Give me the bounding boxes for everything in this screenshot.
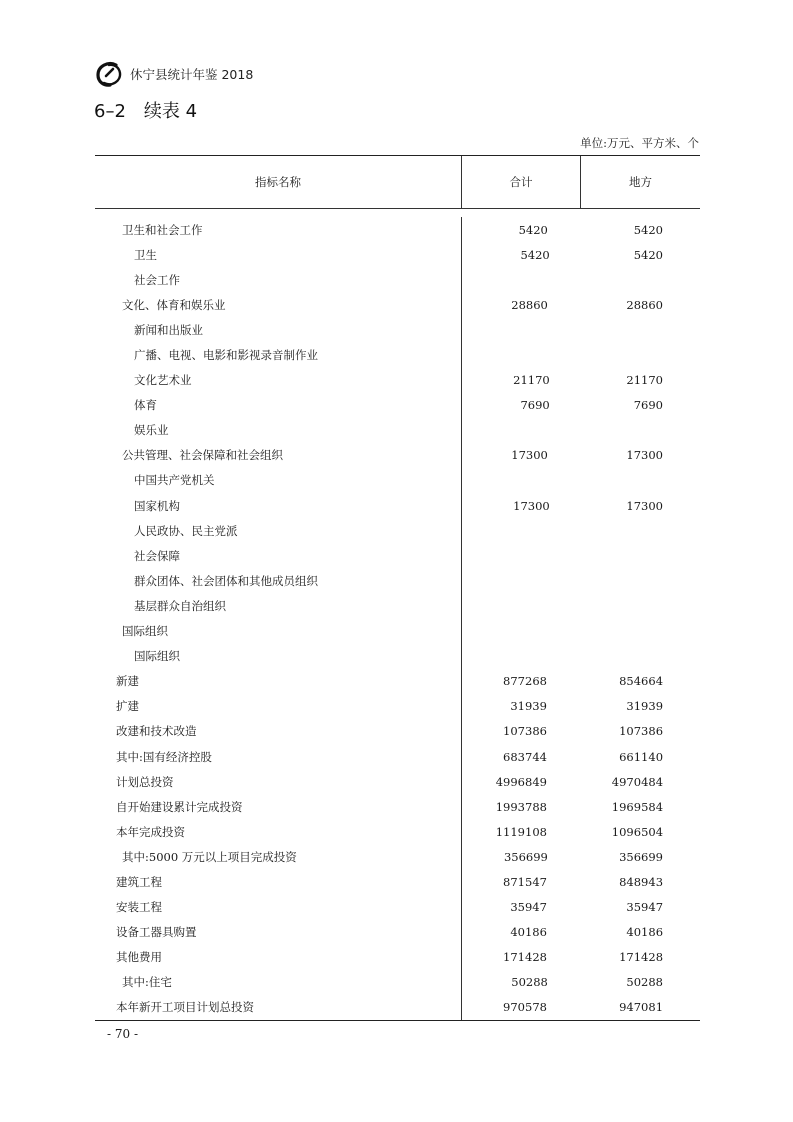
row-name: 建筑工程 — [116, 874, 162, 889]
table-row — [95, 819, 700, 844]
row-name: 中国共产党机关 — [134, 473, 215, 488]
row-name: 文化、体育和娱乐业 — [122, 297, 226, 312]
row-local: 28860 — [626, 297, 663, 312]
table-rows — [95, 217, 700, 1020]
row-name: 社会保障 — [134, 548, 180, 563]
header-indicator-name: 指标名称 — [255, 175, 301, 189]
row-total: 1993788 — [495, 799, 547, 814]
table-row — [95, 970, 700, 995]
row-local: 21170 — [626, 373, 663, 388]
row-total: 17300 — [511, 448, 548, 463]
table-row — [95, 694, 700, 719]
row-local: 17300 — [626, 448, 663, 463]
table-row — [95, 995, 700, 1020]
row-total: 683744 — [503, 749, 547, 764]
row-local: 40186 — [626, 925, 664, 940]
row-total: 5420 — [518, 222, 548, 237]
table-row — [95, 368, 700, 393]
table-row — [95, 418, 700, 443]
table-row — [95, 518, 700, 543]
row-local: 1969584 — [611, 799, 664, 814]
row-name: 娱乐业 — [134, 423, 169, 438]
row-name: 新闻和出版业 — [134, 322, 203, 337]
table-row — [95, 493, 700, 518]
book-title: 休宁县统计年鉴 2018 — [130, 67, 254, 82]
row-local: 4970484 — [611, 774, 664, 789]
table-row — [95, 895, 700, 920]
row-total: 17300 — [513, 498, 550, 513]
table-row — [95, 869, 700, 894]
page-number: - 70 - — [107, 1027, 139, 1041]
table-header-row — [95, 155, 700, 209]
row-name: 其中:国有经济控股 — [116, 749, 212, 764]
row-name: 本年完成投资 — [116, 824, 185, 839]
table-row — [95, 317, 700, 342]
row-name: 自开始建设累计完成投资 — [116, 799, 243, 814]
table-title — [94, 97, 197, 123]
row-total: 7690 — [520, 398, 550, 413]
row-name: 广播、电视、电影和影视录音制作业 — [134, 348, 318, 363]
table-row — [95, 769, 700, 794]
row-total: 171428 — [503, 950, 547, 965]
row-total: 1119108 — [495, 824, 547, 839]
table-row — [95, 393, 700, 418]
row-name: 改建和技术改造 — [116, 724, 197, 739]
row-total: 871547 — [503, 874, 547, 889]
row-local: 854664 — [619, 674, 664, 689]
row-local: 50288 — [626, 975, 663, 990]
row-name: 设备工器具购置 — [116, 925, 197, 940]
table-row — [95, 945, 700, 970]
row-local: 5420 — [633, 222, 663, 237]
row-name: 其中:住宅 — [122, 975, 172, 990]
row-name: 基层群众自治组织 — [134, 598, 226, 613]
row-local: 1096504 — [611, 824, 664, 839]
column-divider — [461, 217, 462, 1020]
row-name: 国际组织 — [134, 649, 180, 664]
page-header — [94, 58, 253, 90]
row-name: 社会工作 — [134, 272, 180, 287]
row-local: 661140 — [619, 749, 664, 764]
row-total: 50288 — [511, 975, 548, 990]
row-name: 安装工程 — [116, 900, 162, 915]
row-total: 5420 — [520, 247, 550, 262]
row-total: 970578 — [503, 1000, 547, 1015]
row-name: 文化艺术业 — [134, 373, 192, 388]
row-name: 扩建 — [116, 699, 139, 714]
row-name: 新建 — [116, 674, 139, 689]
table-row — [95, 267, 700, 292]
table-row — [95, 844, 700, 869]
row-local: 171428 — [619, 950, 664, 965]
row-local: 17300 — [626, 498, 663, 513]
row-name: 本年新开工项目计划总投资 — [116, 1000, 254, 1015]
table-row — [95, 217, 700, 242]
table-title-text: 续表 4 — [143, 101, 198, 122]
row-local: 5420 — [633, 247, 663, 262]
row-local: 107386 — [619, 724, 664, 739]
table-row — [95, 619, 700, 644]
row-name: 群众团体、社会团体和其他成员组织 — [134, 573, 318, 588]
table-number: 6–2 — [94, 101, 126, 122]
table-row — [95, 719, 700, 744]
unit-note: 单位:万元、平方米、个 — [580, 136, 699, 150]
row-local: 356699 — [619, 849, 663, 864]
row-local: 947081 — [619, 1000, 664, 1015]
table-row — [95, 669, 700, 694]
row-total: 107386 — [503, 724, 547, 739]
row-total: 21170 — [513, 373, 550, 388]
table-row — [95, 744, 700, 769]
yearbook-logo-icon — [94, 59, 124, 89]
row-local: 35947 — [626, 900, 664, 915]
table-body — [95, 217, 700, 1021]
table-row — [95, 920, 700, 945]
row-name: 其中:5000 万元以上项目完成投资 — [122, 849, 297, 864]
row-name: 公共管理、社会保障和社会组织 — [122, 448, 283, 463]
table-row — [95, 644, 700, 669]
table-row — [95, 543, 700, 568]
row-total: 4996849 — [495, 774, 547, 789]
table-row — [95, 593, 700, 618]
row-total: 35947 — [510, 900, 547, 915]
table-row — [95, 443, 700, 468]
row-name: 其他费用 — [116, 950, 162, 965]
row-local: 7690 — [633, 398, 663, 413]
row-name: 国家机构 — [134, 498, 180, 513]
row-total: 40186 — [510, 925, 547, 940]
table-row — [95, 468, 700, 493]
header-local: 地方 — [580, 156, 700, 208]
row-local: 848943 — [619, 874, 664, 889]
row-local: 31939 — [626, 699, 664, 714]
row-name: 体育 — [134, 398, 157, 413]
header-total: 合计 — [461, 156, 580, 208]
row-name: 计划总投资 — [116, 774, 174, 789]
table-row — [95, 292, 700, 317]
table-row — [95, 794, 700, 819]
row-name: 国际组织 — [122, 624, 168, 639]
row-name: 人民政协、民主党派 — [134, 523, 238, 538]
row-total: 877268 — [503, 674, 547, 689]
row-total: 28860 — [511, 297, 548, 312]
data-table — [95, 155, 700, 1021]
table-row — [95, 242, 700, 267]
row-name: 卫生和社会工作 — [122, 222, 203, 237]
row-total: 31939 — [510, 699, 547, 714]
table-row — [95, 568, 700, 593]
row-name: 卫生 — [134, 247, 157, 262]
row-total: 356699 — [503, 849, 548, 864]
table-row — [95, 342, 700, 367]
